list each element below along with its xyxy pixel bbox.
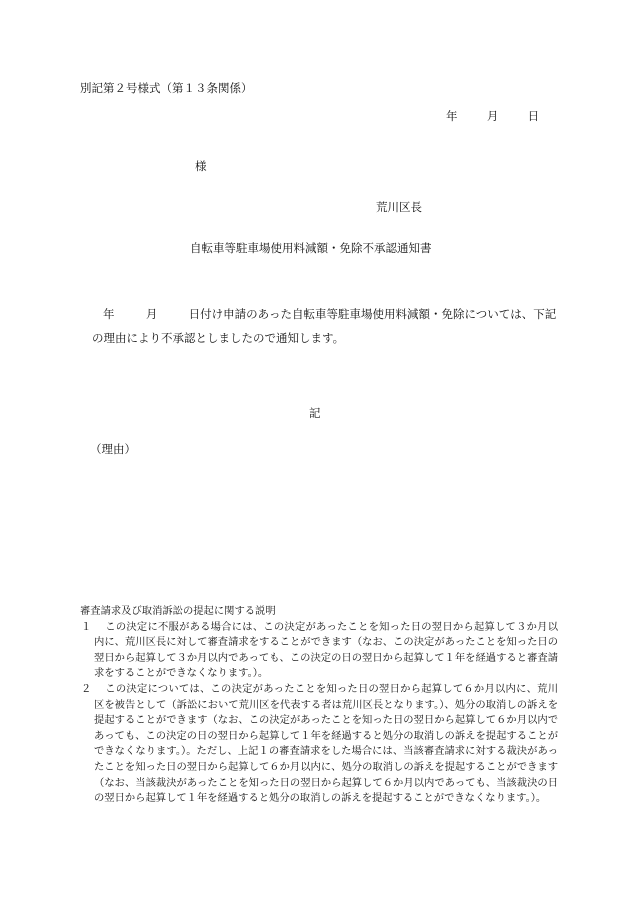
date-year-label: 年 bbox=[446, 109, 458, 123]
notice-item-text: この決定については、この決定があったことを知った日の翌日から起算して６か月以内に、荒川区を被告として（訴訟において荒川区を代表する者は荒川区長となります。）、処分の取消しの訴えを提起することができます（なお、この決定があったことを知った日の翌日から起算して６か月以内であっても、この決定の日の翌日から起算して１年を経過すると処分の取消しの訴えを提起することができなくなります。）。ただし、上記１の審査請求をした場合には、当該審査請求に対する裁決があったことを知った日の翌日から起算して６か月以内に、処分の取消しの訴えを提起することができます（なお、当該裁決があったことを知った日の翌日から起算して６か月以内であっても、当該裁決の日の翌日から起算して１年を経過すると処分の取消しの訴えを提起することができなくなります。）。 bbox=[94, 682, 558, 805]
date-day-label: 日 bbox=[527, 109, 540, 123]
body-month-label: 月 bbox=[145, 307, 158, 321]
issuer-name: 荒川区長 bbox=[376, 200, 422, 214]
body-line-1 bbox=[103, 306, 556, 322]
body-line-2: の理由により不承認としましたので通知します。 bbox=[92, 331, 345, 345]
document-title: 自転車等駐車場使用料減額・免除不承認通知書 bbox=[190, 241, 432, 255]
date-line bbox=[446, 108, 539, 124]
notice-item-number: １ bbox=[81, 620, 92, 633]
appeal-notice bbox=[80, 604, 558, 807]
body-line-1-text: 日付け申請のあった自転車等駐車場使用料減額・免除については、下記 bbox=[188, 307, 557, 321]
notice-item-text: この決定に不服がある場合には、この決定があったことを知った日の翌日から起算して３か月以内に、荒川区長に対して審査請求をすることができます（なお、この決定があったことを知った日の翌日から起算して３か月以内であっても、この決定の日の翌日から起算して１年を経過すると審査請求をすることができなくなります。）。 bbox=[94, 620, 558, 680]
reason-label: （理由） bbox=[90, 442, 136, 456]
notice-item-number: ２ bbox=[81, 682, 92, 695]
date-month-label: 月 bbox=[486, 109, 499, 123]
notice-item bbox=[80, 682, 558, 807]
notice-heading: 審査請求及び取消訴訟の提起に関する説明 bbox=[80, 605, 276, 617]
ki-marker: 記 bbox=[309, 406, 321, 420]
notice-item bbox=[80, 620, 558, 682]
addressee-honorific: 様 bbox=[195, 159, 207, 173]
body-year-label: 年 bbox=[103, 307, 115, 321]
form-label: 別記第２号様式（第１３条関係） bbox=[80, 81, 253, 95]
